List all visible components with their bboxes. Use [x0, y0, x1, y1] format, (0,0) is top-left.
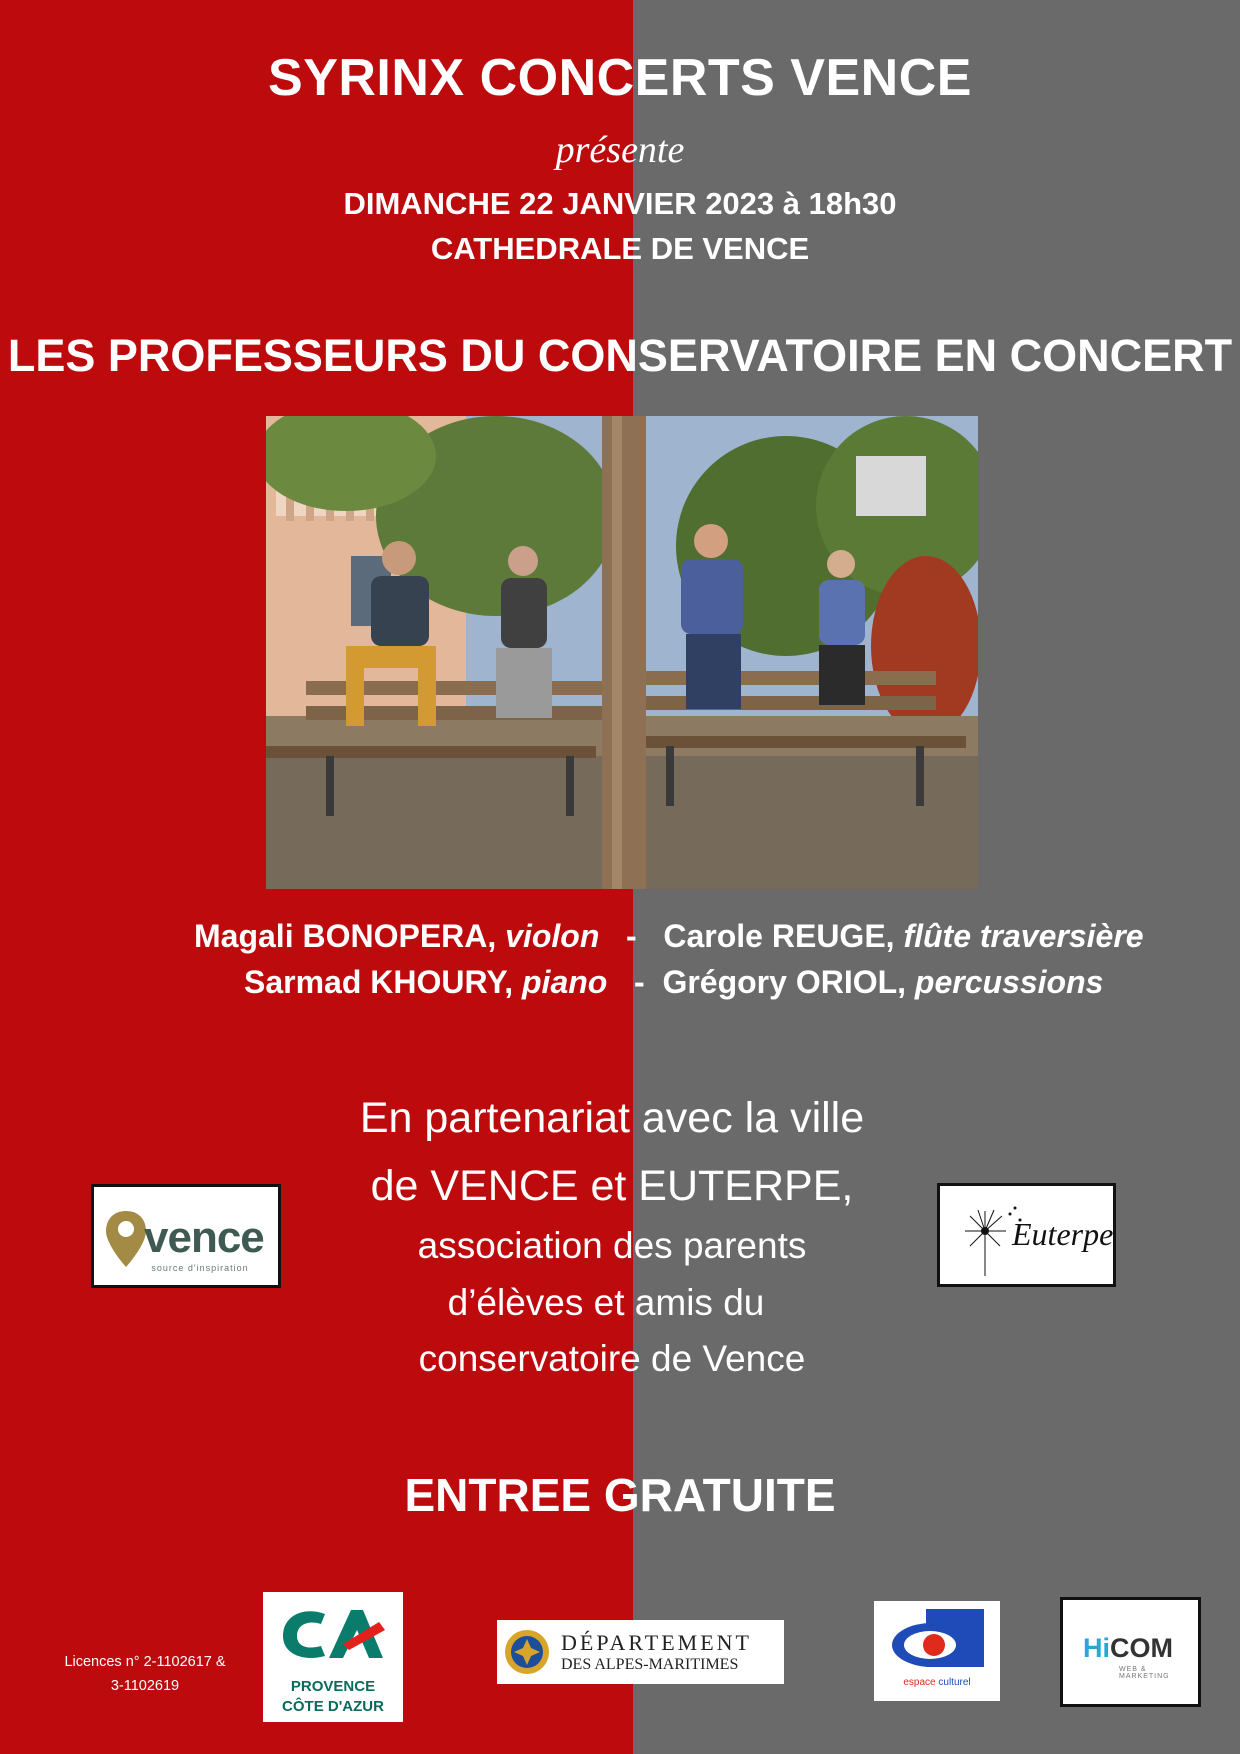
espace-word: espace [903, 1677, 936, 1688]
hicom-hi: Hi [1083, 1633, 1110, 1663]
vence-logo [91, 1184, 281, 1288]
espace-culturel-label [874, 1677, 1000, 1688]
departement-line-2: DES ALPES-MARITIMES [561, 1656, 739, 1673]
hicom-logo [1060, 1597, 1201, 1707]
partnership-line-2: de VENCE et EUTERPE, [370, 1162, 854, 1210]
event-date: DIMANCHE 22 JANVIER 2023 à 18h30 [343, 186, 897, 221]
licence-line-2: 3-1102619 [110, 1678, 180, 1694]
artist-name: Sarmad KHOURY, [244, 964, 514, 1000]
artists-line-1 [194, 918, 1144, 955]
free-entry: ENTREE GRATUITE [404, 1469, 836, 1521]
musicians-photo [266, 416, 978, 889]
partnership-line-3: association des parents [417, 1225, 807, 1266]
credit-agricole-line-2: CÔTE D'AZUR [282, 1698, 384, 1715]
artist-instrument: violon [505, 918, 600, 954]
vence-logo-tagline: source d'inspiration [151, 1263, 249, 1273]
artist-instrument: piano [522, 964, 608, 1000]
partnership-line-1: En partenariat avec la ville [359, 1094, 865, 1142]
artist-separator: - [608, 918, 655, 954]
artist-name: Carole REUGE, [663, 918, 895, 954]
presente-text: présente [555, 129, 685, 171]
artist-separator: - [616, 964, 654, 1000]
concert-headline: LES PROFESSEURS DU CONSERVATOIRE EN CONCERT [7, 330, 1233, 381]
licence-info [50, 1650, 240, 1698]
artist-instrument: flûte traversière [903, 918, 1144, 954]
hicom-com: COM [1110, 1633, 1173, 1663]
poster-title: SYRINX CONCERTS VENCE [268, 49, 972, 107]
licence-line-1: Licences n° 2-1102617 & [64, 1654, 226, 1670]
artist-instrument: percussions [914, 964, 1104, 1000]
partnership-line-5: conservatoire de Vence [418, 1338, 806, 1379]
artist-name: Magali BONOPERA, [194, 918, 497, 954]
artist-name: Grégory ORIOL, [662, 964, 907, 1000]
departement-logo [497, 1620, 784, 1684]
vence-logo-word: vence [144, 1213, 264, 1262]
artists-line-2 [244, 964, 1103, 1001]
credit-agricole-ca-icon [263, 1592, 403, 1672]
hicom-wordmark [1083, 1633, 1173, 1664]
credit-agricole-line-1: PROVENCE [290, 1678, 376, 1695]
event-venue: CATHEDRALE DE VENCE [430, 231, 810, 266]
hicom-tagline: WEB & MARKETING [1119, 1666, 1170, 1680]
euterpe-logo [937, 1183, 1116, 1287]
espace-culturel-eye-icon [874, 1601, 1000, 1673]
culturel-word: culturel [938, 1677, 971, 1688]
partnership-line-4: d’élèves et amis du [447, 1282, 765, 1323]
credit-agricole-logo [263, 1592, 403, 1722]
espace-culturel-logo [874, 1601, 1000, 1701]
departement-line-1: DÉPARTEMENT [561, 1630, 752, 1655]
departement-emblem-icon [497, 1620, 553, 1684]
euterpe-logo-word: Euterpe [1012, 1216, 1114, 1252]
